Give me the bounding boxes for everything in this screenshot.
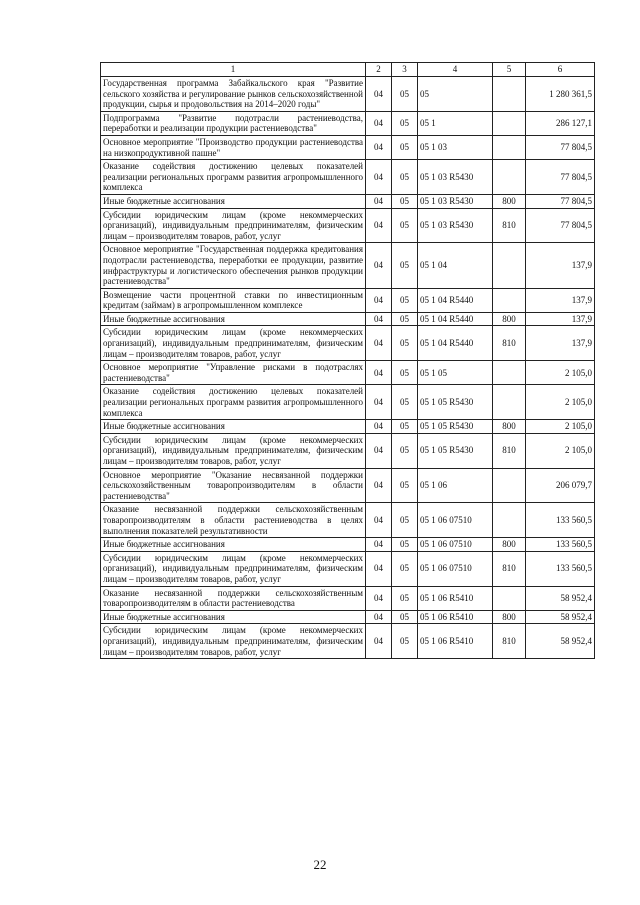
- row-target-article-cell: 05 1 05 R5430: [418, 420, 493, 434]
- table-row: [101, 385, 595, 420]
- row-amount-cell: 2 105,0: [526, 433, 595, 468]
- row-target-article-cell: 05 1 06 R5410: [418, 586, 493, 610]
- row-subsection-cell: 05: [392, 586, 418, 610]
- row-subsection-cell: 05: [392, 361, 418, 385]
- row-name-cell: Оказание содействия достижению целевых показателей реализации региональных программ развития агропромышленного комплекса: [101, 385, 366, 420]
- row-name-cell: Субсидии юридическим лицам (кроме некоммерческих организаций), индивидуальным предпринимателям, физическим лицам – производителям товаров, работ, услуг: [101, 208, 366, 243]
- row-amount-cell: 206 079,7: [526, 468, 595, 503]
- row-name-cell: Основное мероприятие "Производство продукции растениеводства на низкопродуктивной пашне": [101, 135, 366, 159]
- row-section-cell: 04: [366, 326, 392, 361]
- table-row: [101, 288, 595, 312]
- row-target-article-cell: 05: [418, 77, 493, 112]
- table-row: [101, 326, 595, 361]
- row-section-cell: 04: [366, 385, 392, 420]
- row-amount-cell: 58 952,4: [526, 586, 595, 610]
- table-row: [101, 586, 595, 610]
- header-col-3: 3: [392, 63, 418, 77]
- row-name-cell: Оказание несвязанной поддержки сельскохозяйственным товаропроизводителям в области растениеводства в целях выполнения показателей результативности: [101, 503, 366, 538]
- table-row: [101, 243, 595, 288]
- row-section-cell: 04: [366, 503, 392, 538]
- row-name-cell: Иные бюджетные ассигнования: [101, 312, 366, 326]
- row-expense-type-cell: 800: [493, 538, 526, 552]
- row-subsection-cell: 05: [392, 433, 418, 468]
- row-name-cell: Иные бюджетные ассигнования: [101, 538, 366, 552]
- row-amount-cell: 137,9: [526, 312, 595, 326]
- row-section-cell: 04: [366, 77, 392, 112]
- table-body: [101, 77, 595, 659]
- row-section-cell: 04: [366, 111, 392, 135]
- row-expense-type-cell: 810: [493, 208, 526, 243]
- header-col-2: 2: [366, 63, 392, 77]
- row-name-cell: Субсидии юридическим лицам (кроме некоммерческих организаций), индивидуальным предпринимателям, физическим лицам – производителям товаров, работ, услуг: [101, 433, 366, 468]
- row-amount-cell: 77 804,5: [526, 208, 595, 243]
- row-subsection-cell: 05: [392, 243, 418, 288]
- row-section-cell: 04: [366, 194, 392, 208]
- row-subsection-cell: 05: [392, 538, 418, 552]
- row-expense-type-cell: 810: [493, 551, 526, 586]
- row-expense-type-cell: 800: [493, 610, 526, 624]
- row-section-cell: 04: [366, 243, 392, 288]
- row-subsection-cell: 05: [392, 420, 418, 434]
- row-name-cell: Основное мероприятие "Управление рисками в подотраслях растениеводства": [101, 361, 366, 385]
- row-amount-cell: 1 280 361,5: [526, 77, 595, 112]
- row-expense-type-cell: [493, 288, 526, 312]
- row-section-cell: 04: [366, 468, 392, 503]
- table-row: [101, 433, 595, 468]
- row-subsection-cell: 05: [392, 312, 418, 326]
- row-expense-type-cell: [493, 361, 526, 385]
- row-expense-type-cell: 810: [493, 624, 526, 659]
- table-row: [101, 208, 595, 243]
- header-col-5: 5: [493, 63, 526, 77]
- row-expense-type-cell: [493, 586, 526, 610]
- row-expense-type-cell: [493, 503, 526, 538]
- table-row: [101, 361, 595, 385]
- row-expense-type-cell: [493, 243, 526, 288]
- row-section-cell: 04: [366, 624, 392, 659]
- row-subsection-cell: 05: [392, 503, 418, 538]
- row-expense-type-cell: [493, 385, 526, 420]
- row-amount-cell: 77 804,5: [526, 135, 595, 159]
- row-name-cell: Основное мероприятие "Государственная поддержка кредитования подотрасли растениеводства, переработки ее продукции, развитие инфраструктуры и логистического обеспечения рынков продукции растениеводства": [101, 243, 366, 288]
- row-expense-type-cell: 800: [493, 194, 526, 208]
- row-expense-type-cell: 800: [493, 420, 526, 434]
- row-target-article-cell: 05 1 06: [418, 468, 493, 503]
- row-target-article-cell: 05 1 06 07510: [418, 503, 493, 538]
- row-section-cell: 04: [366, 312, 392, 326]
- budget-table: [100, 62, 595, 659]
- table-row: [101, 194, 595, 208]
- table-row: [101, 610, 595, 624]
- row-target-article-cell: 05 1 03: [418, 135, 493, 159]
- row-expense-type-cell: [493, 111, 526, 135]
- table-row: [101, 111, 595, 135]
- row-name-cell: Оказание содействия достижению целевых показателей реализации региональных программ развития агропромышленного комплекса: [101, 160, 366, 195]
- table-row: [101, 420, 595, 434]
- row-amount-cell: 58 952,4: [526, 610, 595, 624]
- row-amount-cell: 77 804,5: [526, 194, 595, 208]
- row-name-cell: Возмещение части процентной ставки по инвестиционным кредитам (займам) в агропромышленном комплексе: [101, 288, 366, 312]
- row-target-article-cell: 05 1 04 R5440: [418, 326, 493, 361]
- row-amount-cell: 2 105,0: [526, 361, 595, 385]
- row-section-cell: 04: [366, 208, 392, 243]
- row-amount-cell: 133 560,5: [526, 551, 595, 586]
- row-subsection-cell: 05: [392, 610, 418, 624]
- header-col-6: 6: [526, 63, 595, 77]
- row-subsection-cell: 05: [392, 160, 418, 195]
- row-subsection-cell: 05: [392, 624, 418, 659]
- header-col-4: 4: [418, 63, 493, 77]
- row-expense-type-cell: [493, 77, 526, 112]
- table-row: [101, 551, 595, 586]
- row-amount-cell: 137,9: [526, 288, 595, 312]
- row-subsection-cell: 05: [392, 111, 418, 135]
- row-expense-type-cell: [493, 468, 526, 503]
- row-amount-cell: 137,9: [526, 243, 595, 288]
- row-expense-type-cell: [493, 160, 526, 195]
- table-row: [101, 160, 595, 195]
- row-amount-cell: 133 560,5: [526, 503, 595, 538]
- row-name-cell: Субсидии юридическим лицам (кроме некоммерческих организаций), индивидуальным предпринимателям, физическим лицам – производителям товаров, работ, услуг: [101, 551, 366, 586]
- row-name-cell: Иные бюджетные ассигнования: [101, 610, 366, 624]
- table-row: [101, 312, 595, 326]
- page-number: 22: [313, 857, 327, 872]
- row-section-cell: 04: [366, 160, 392, 195]
- table-row: [101, 624, 595, 659]
- row-expense-type-cell: 810: [493, 433, 526, 468]
- header-col-1: 1: [101, 63, 366, 77]
- row-section-cell: 04: [366, 288, 392, 312]
- table-row: [101, 503, 595, 538]
- row-section-cell: 04: [366, 586, 392, 610]
- row-section-cell: 04: [366, 135, 392, 159]
- row-subsection-cell: 05: [392, 385, 418, 420]
- row-section-cell: 04: [366, 433, 392, 468]
- table-header-row: [101, 63, 595, 77]
- row-subsection-cell: 05: [392, 468, 418, 503]
- row-target-article-cell: 05 1 04: [418, 243, 493, 288]
- row-amount-cell: 133 560,5: [526, 538, 595, 552]
- row-expense-type-cell: 800: [493, 312, 526, 326]
- row-amount-cell: 286 127,1: [526, 111, 595, 135]
- row-target-article-cell: 05 1 05 R5430: [418, 385, 493, 420]
- row-name-cell: Оказание несвязанной поддержки сельскохозяйственным товаропроизводителям в области растениеводства: [101, 586, 366, 610]
- row-amount-cell: 2 105,0: [526, 420, 595, 434]
- row-section-cell: 04: [366, 361, 392, 385]
- row-expense-type-cell: 810: [493, 326, 526, 361]
- row-amount-cell: 137,9: [526, 326, 595, 361]
- row-target-article-cell: 05 1 03 R5430: [418, 160, 493, 195]
- table-row: [101, 538, 595, 552]
- row-target-article-cell: 05 1 03 R5430: [418, 194, 493, 208]
- row-subsection-cell: 05: [392, 77, 418, 112]
- row-name-cell: Иные бюджетные ассигнования: [101, 420, 366, 434]
- row-target-article-cell: 05 1: [418, 111, 493, 135]
- row-amount-cell: 58 952,4: [526, 624, 595, 659]
- row-target-article-cell: 05 1 06 R5410: [418, 624, 493, 659]
- row-subsection-cell: 05: [392, 288, 418, 312]
- row-amount-cell: 77 804,5: [526, 160, 595, 195]
- table-row: [101, 468, 595, 503]
- row-target-article-cell: 05 1 06 07510: [418, 551, 493, 586]
- row-target-article-cell: 05 1 04 R5440: [418, 288, 493, 312]
- table-row: [101, 135, 595, 159]
- row-name-cell: Государственная программа Забайкальского края "Развитие сельского хозяйства и регулирование рынков сельскохозяйственной продукции, сырья и продовольствия на 2014–2020 годы": [101, 77, 366, 112]
- row-target-article-cell: 05 1 06 R5410: [418, 610, 493, 624]
- row-subsection-cell: 05: [392, 135, 418, 159]
- row-subsection-cell: 05: [392, 194, 418, 208]
- row-target-article-cell: 05 1 06 07510: [418, 538, 493, 552]
- row-name-cell: Подпрограмма "Развитие подотрасли растениеводства, переработки и реализации продукции растениеводства": [101, 111, 366, 135]
- row-target-article-cell: 05 1 04 R5440: [418, 312, 493, 326]
- row-name-cell: Основное мероприятие "Оказание несвязанной поддержки сельскохозяйственным товаропроизводителям в области растениеводства": [101, 468, 366, 503]
- row-section-cell: 04: [366, 538, 392, 552]
- row-section-cell: 04: [366, 610, 392, 624]
- table-row: [101, 77, 595, 112]
- row-target-article-cell: 05 1 05 R5430: [418, 433, 493, 468]
- row-expense-type-cell: [493, 135, 526, 159]
- row-name-cell: Иные бюджетные ассигнования: [101, 194, 366, 208]
- row-target-article-cell: 05 1 05: [418, 361, 493, 385]
- row-section-cell: 04: [366, 420, 392, 434]
- row-name-cell: Субсидии юридическим лицам (кроме некоммерческих организаций), индивидуальным предпринимателям, физическим лицам – производителям товаров, работ, услуг: [101, 326, 366, 361]
- row-subsection-cell: 05: [392, 326, 418, 361]
- row-name-cell: Субсидии юридическим лицам (кроме некоммерческих организаций), индивидуальным предпринимателям, физическим лицам – производителям товаров, работ, услуг: [101, 624, 366, 659]
- row-subsection-cell: 05: [392, 208, 418, 243]
- row-subsection-cell: 05: [392, 551, 418, 586]
- row-amount-cell: 2 105,0: [526, 385, 595, 420]
- row-section-cell: 04: [366, 551, 392, 586]
- row-target-article-cell: 05 1 03 R5430: [418, 208, 493, 243]
